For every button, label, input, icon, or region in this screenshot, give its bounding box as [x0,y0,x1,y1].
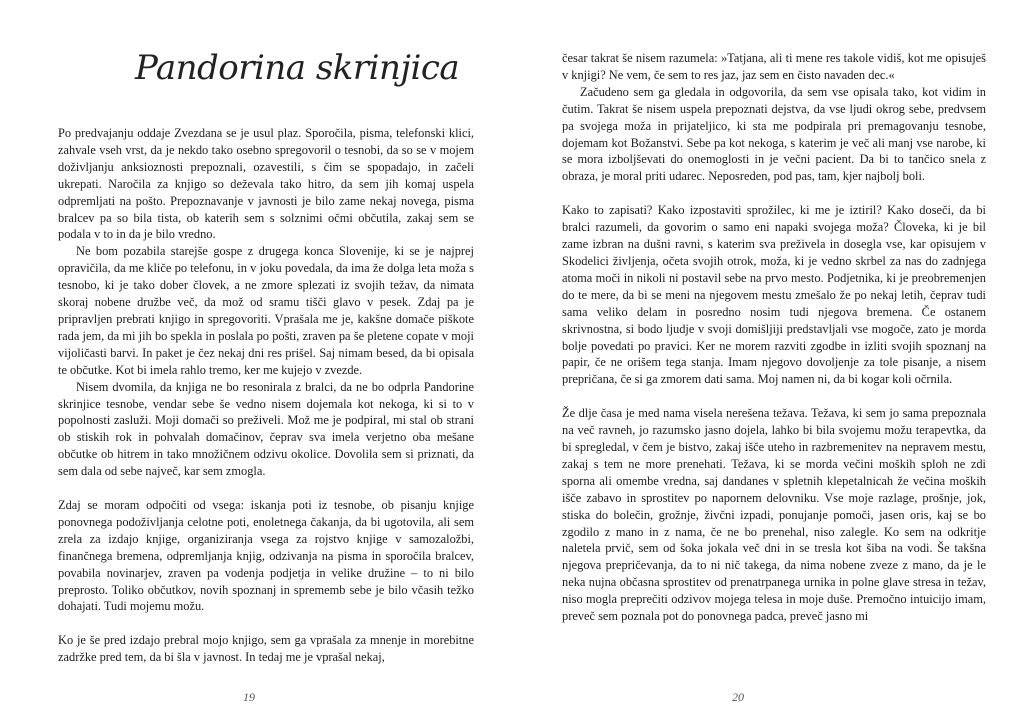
paragraph: Nisem dvomila, da knjiga ne bo resonirala z bralci, da ne bo odprla Pandorine skrinjice tesnobe, vendar sebe še vedno nisem dojemala kot nekoga, ki si to v popolnosti zasluži. Moji domači so preživeli. Mož me je podpiral, mi stal ob strani ob stiskih rok in pohvalah domačinov, čeprav sva imela verjetno oba mešane občutke ob hitrem in tako množičnem odzivu okolice. Dovolila sem si priznati, da sem dala od sebe največ, kar sem zmogla. [58,379,474,479]
paragraph: Zdaj se moram odpočiti od vsega: iskanja poti iz tesnobe, ob pisanju knjige ponovnega podoživljanja celotne poti, enoletnega čakanja, da bi ugotovila, ali sem zrela za izdajo knjige, organiziranja vsega za rojstvo knjige v samozaložbi, finančnega bremena, odpremljanja knjig, odzivanja na pisma in sporočila bralcev, povabila novinarjev, zraven pa vodenja podjetja in velike družine – to ni bilo preprosto. Toliko občutkov, novih spoznanj in sprememb sebe je bilo včasih težko dohajati. Tudi mojemu možu. [58,498,474,614]
paragraph: Že dlje časa je med nama visela nerešena težava. Težava, ki sem jo sama prepoznala na več ravneh, jo razumsko jasno dojela, lahko bi bila svojemu možu terapevtka, da bi spregledal, v čem je bistvo, zakaj išče uteho in razbremenitev na nepravem mestu, zakaj s tem ne more prenehati. Težava, ki se morda večini moških sploh ne zdi sporna ali omembe vredna, saj dandanes v spletnih klepetalnicah že večina moških išče zabavo in sprostitev po napornem delovniku. Vse moje razlage, prošnje, jok, stiska do bolečin, grožnje, živčni izpadi, ponujanje pomoči, jasen oris, kaj se bo zgodilo z mano in z nama, če ne bo prenehal, niso zalegle. Ko sem na odkritje naletela prvič, sem od šoka jokala več dni in se tresla kot šiba na vodi. Še takšna njegova prepričevanja, da to ni nič takega, da nima nobene zveze z mano, da je le neka nujna občasna sprostitev od prenatrpanega urnika in polne glave stresa in težav, niso mogla preprečiti odzivov mojega telesa in moje duše. Premočno intuicijo imam, preveč sem poznala pot do ponovnega padca, preveč jasno mi [562,406,986,624]
left-page-body [58,125,474,666]
paragraph: Ne bom pozabila starejše gospe z drugega konca Slovenije, ki se je najprej opravičila, da me kliče po telefonu, in v joku povedala, da ima že dolga leta moža s tesnobo, ki je tako dober človek, a ne zmore splezati iz svojih težav, da nimata skoraj nobene družbe več, da mož od sramu tišči glavo v pesek. Zdaj pa je pripravljen prebrati knjigo in spregovoriti. Vprašala me je, kakšne domače piškote rada jem, da mi jih bo spekla in poslala po pošti, zraven pa še pletene copate v moji vijoličasti barvi. In paket je čez nekaj dni res prišel. Saj nimam besed, da bi opisala te občutke. Kot bi imela rahlo tremo, ker me kujejo v zvezde. [58,244,474,377]
page-number: 19 [243,690,255,704]
right-page-body [562,50,986,625]
paragraph: česar takrat še nisem razumela: »Tatjana, ali ti mene res takole vidiš, kot me opisuješ v knjigi? Ne vem, če sem to res jaz, jaz sem en čisto navaden dec.« [562,51,986,82]
page-number: 20 [732,690,744,704]
paragraph: Ko je še pred izdajo prebral mojo knjigo, sem ga vprašala za mnenje in morebitne zadržke pred tem, da bi šla v javnost. In tedaj me je vprašal nekaj, [58,633,474,665]
chapter-title: Pandorina skrinjica [135,48,460,88]
paragraph: Začudeno sem ga gledala in odgovorila, da sem vse opisala tako, kot vidim in čutim. Takrat še nisem uspela prepoznati dejstva, da vse ljudi okrog sebe, predvsem pa svojega moža in prijateljico, ki sta me podpirala pri premagovanju tesnobe, dojemam kot Božanstvi. Sebe pa kot nekoga, s katerim je več ali manj vse narobe, ki se mora izboljševati do onemoglosti in je večni pacient. Da bi to tančico snela z obraza, je moral priti udarec. Neposreden, pod pas, tam, kjer najbolj boli. [562,84,986,184]
paragraph: Kako to zapisati? Kako izpostaviti sprožilec, ki me je iztiril? Kako doseči, da bi bralci razumeli, da govorim o samo eni napaki svojega moža? Človeka, ki je bil zame izbran na dušni ravni, s katerim sva preživela in dosegla vse, kar opisujem v Skodelici življenja, očeta svojih otrok, moža, ki je vedno skrbel za nas do zadnjega atoma moči in nikoli ni postavil sebe na prvo mesto. Podjetnika, ki je preobremenjen do te mere, da bi se meni na njegovem mestu zmešalo že po nekaj letih, čeprav tudi sama veliko delam in posredno nosim tudi njegova bremena. Če ostanem skrivnostna, si bodo ljudje v svoji domišljiji predstavljali vse mogoče, zato je morda bolje povedati po pravici. Ker ne morem razviti zgodbe in izliti svojih spoznanj na papir, če ne orišem tega stanja. Imam njegovo dovoljenje za tole pisanje, a nisem prepričana, če si ga zmorem dati sama. Moj namen ni, da bi kogar koli očrnila. [562,203,986,387]
paragraph: Po predvajanju oddaje Zvezdana se je usul plaz. Sporočila, pisma, telefonski klici, zahvale vseh vrst, da je nekdo tako osebno spregovoril o tesnobi, da so se v mojem doživljanju anksioznosti prepoznali, ozavestili, s čim se spopadajo, in začeli ukrepati. Naročila za knjigo so deževala tako hitro, da sem jih komaj uspela odpremljati na pošto. Prepoznavanje v javnosti je bilo zame nekaj novega, pisma bralcev pa so bila tista, ob katerih sem s solznimi očmi občutila, zakaj sem se podala v to in da je bilo vredno. [58,126,474,242]
right-page [512,0,1024,727]
